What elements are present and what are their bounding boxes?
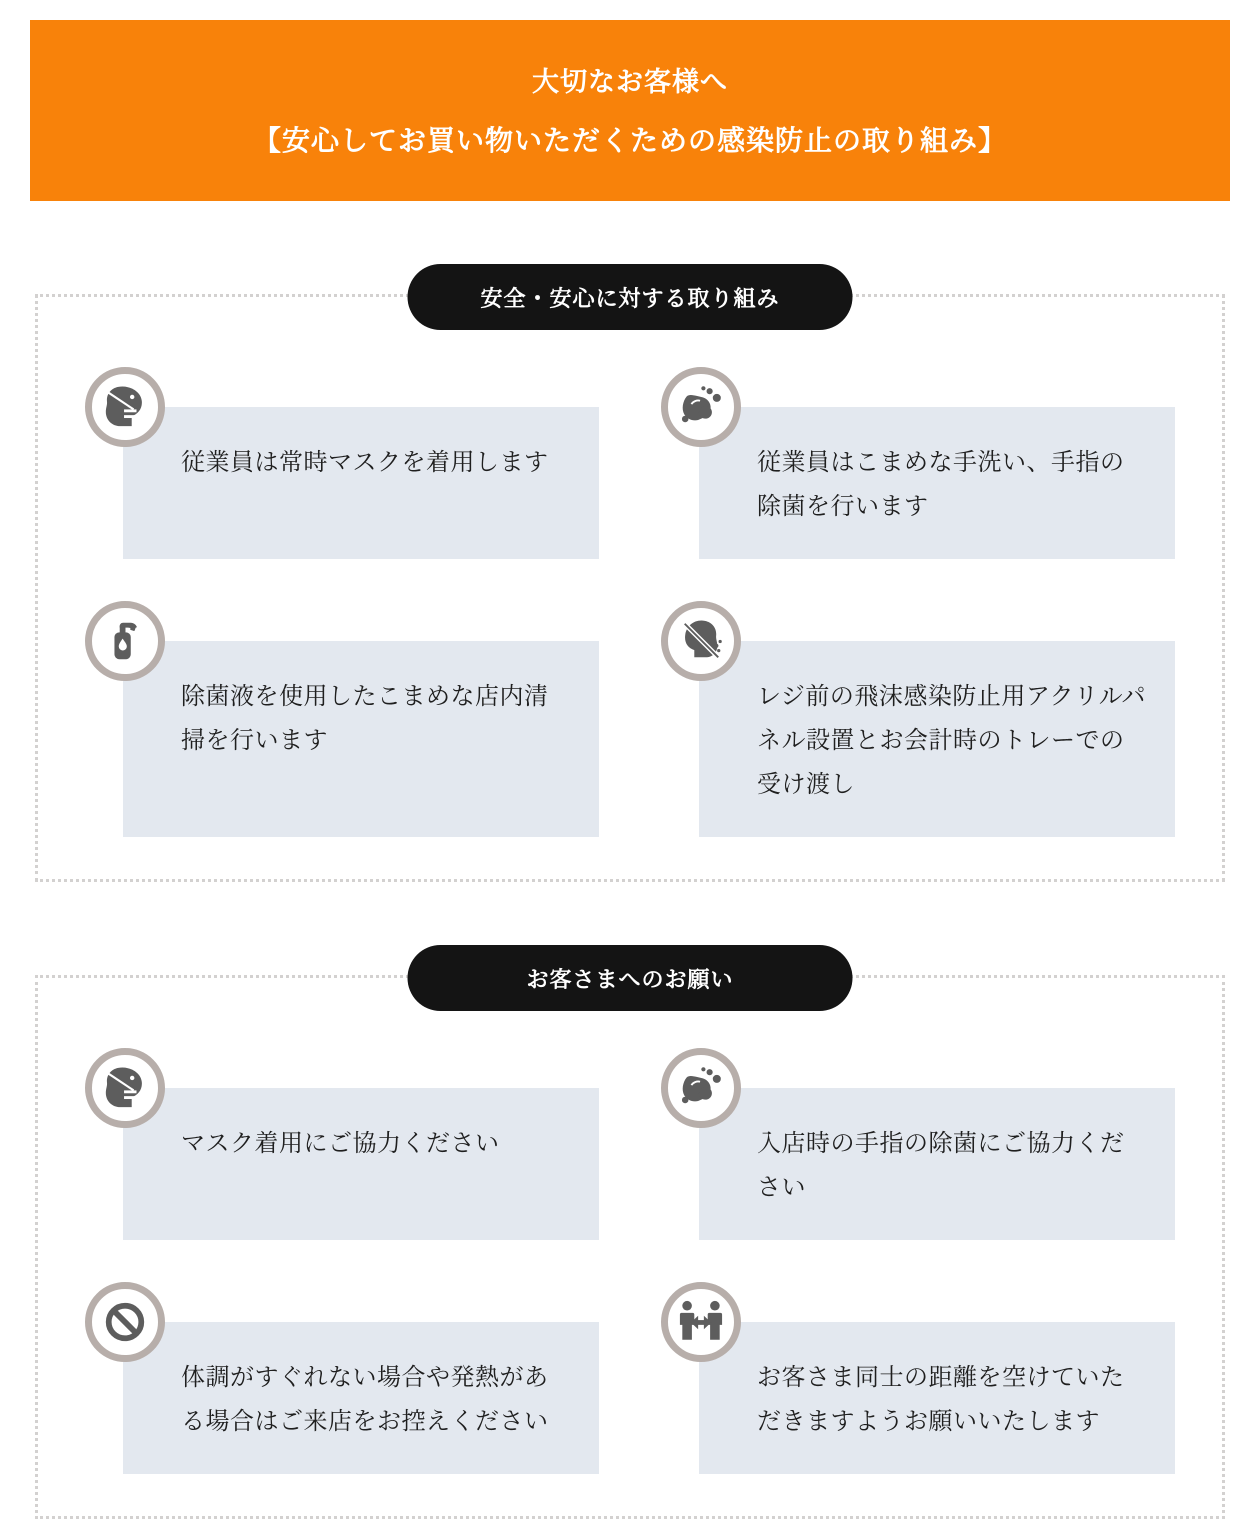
list-item bbox=[85, 367, 599, 559]
safety-measures-grid bbox=[85, 367, 1175, 837]
banner-subtitle: 【安心してお買い物いただくための感染防止の取り組み】 bbox=[252, 125, 1007, 156]
measure-card bbox=[699, 407, 1175, 559]
section-safety-measures-label: 安全・安心に対する取り組み bbox=[408, 264, 853, 330]
list-item bbox=[85, 601, 599, 837]
no-droplets-icon bbox=[661, 601, 741, 681]
customer-requests-grid bbox=[85, 1048, 1175, 1474]
measure-text: 従業員はこまめな手洗い、手指の除菌を行います bbox=[757, 449, 1125, 520]
request-card bbox=[699, 1088, 1175, 1240]
measure-text: 除菌液を使用したこまめな店内清掃を行います bbox=[181, 683, 549, 754]
measure-card bbox=[699, 641, 1175, 837]
measure-card bbox=[123, 407, 599, 559]
header-banner bbox=[30, 20, 1230, 201]
request-text: マスク着用にご協力ください bbox=[181, 1130, 500, 1157]
list-item bbox=[85, 1048, 599, 1240]
request-card bbox=[123, 1088, 599, 1240]
request-text: 入店時の手指の除菌にご協力ください bbox=[757, 1130, 1125, 1201]
hand-washing-icon bbox=[661, 367, 741, 447]
social-distance-icon bbox=[661, 1282, 741, 1362]
sanitizer-bottle-icon bbox=[85, 601, 165, 681]
list-item bbox=[85, 1282, 599, 1474]
request-card bbox=[699, 1322, 1175, 1474]
section-customer-requests-label: お客さまへのお願い bbox=[408, 945, 853, 1011]
hand-washing-icon bbox=[661, 1048, 741, 1128]
section-safety-measures bbox=[35, 285, 1225, 882]
list-item bbox=[661, 601, 1175, 837]
measure-text: 従業員は常時マスクを着用します bbox=[181, 449, 549, 476]
request-text: お客さま同士の距離を空けていただきますようお願いいたします bbox=[757, 1364, 1125, 1435]
section-customer-requests bbox=[35, 966, 1225, 1519]
prohibition-icon bbox=[85, 1282, 165, 1362]
list-item bbox=[661, 1048, 1175, 1240]
request-text: 体調がすぐれない場合や発熱がある場合はご来店をお控えください bbox=[181, 1364, 549, 1435]
banner-title: 大切なお客様へ bbox=[532, 67, 728, 97]
mask-face-icon bbox=[85, 1048, 165, 1128]
request-card bbox=[123, 1322, 599, 1474]
list-item bbox=[661, 1282, 1175, 1474]
list-item bbox=[661, 367, 1175, 559]
mask-face-icon bbox=[85, 367, 165, 447]
measure-card bbox=[123, 641, 599, 837]
measure-text: レジ前の飛沫感染防止用アクリルパネル設置とお会計時のトレーでの受け渡し bbox=[757, 683, 1146, 798]
